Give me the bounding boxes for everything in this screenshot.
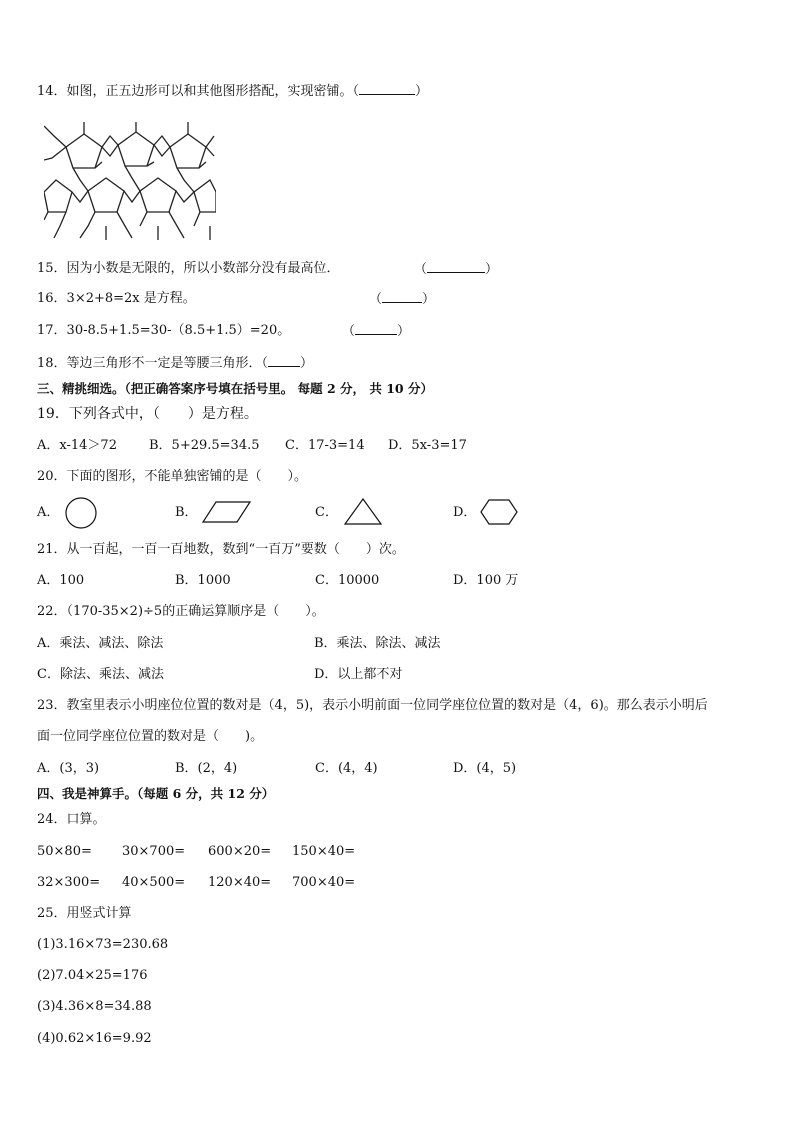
question-18	[37, 354, 313, 373]
q20-option-a-label[interactable]: A．	[37, 505, 60, 520]
question-16	[37, 290, 196, 308]
oral-calc-item: 700×40=	[292, 875, 356, 890]
question-16-text: 16．3×2+8=2x 是方程。	[37, 291, 196, 306]
circle-icon	[64, 496, 98, 530]
close-paren: ）	[415, 84, 429, 99]
oral-calc-item: 150×40=	[292, 844, 356, 859]
vertical-calc-item: (2)7.04×25=176	[37, 968, 148, 983]
vertical-calc-item: (3)4.36×8=34.88	[37, 999, 152, 1014]
vertical-calc-item: (4)0.62×16=9.92	[37, 1031, 152, 1046]
open-paren: （	[369, 292, 383, 307]
question-15-answer	[414, 260, 498, 279]
q21-option-a[interactable]: A．100	[37, 573, 85, 588]
q20-option-b-label[interactable]: B．	[175, 505, 198, 520]
q19-option-d[interactable]: D．5x-3=17	[388, 438, 467, 453]
pentagon-shape	[194, 180, 216, 212]
answer-blank[interactable]	[268, 354, 300, 367]
oral-calc-item: 40×500=	[122, 875, 186, 890]
close-paren: ）	[300, 356, 314, 371]
close-paren: ）	[422, 292, 436, 307]
oral-calc-item: 50×80=	[37, 844, 92, 859]
question-19-text: 19．下列各式中，（ ）是方程。	[37, 406, 258, 422]
q23-option-c[interactable]: C．(4，4)	[315, 761, 378, 776]
oral-calc-item: 600×20=	[208, 844, 272, 859]
question-23-line-2: 面一位同学座位位置的数对是（ )。	[37, 729, 264, 744]
oral-calc-item: 30×700=	[122, 844, 186, 859]
question-14-text: 14．如图，正五边形可以和其他图形搭配，实现密铺。（	[37, 84, 360, 99]
q19-option-c[interactable]: C．17-3=14	[285, 438, 365, 453]
q19-option-a[interactable]: A．x-14＞72	[37, 438, 117, 453]
question-16-answer	[369, 290, 435, 309]
pentagon-tessellation-figure	[44, 122, 216, 240]
pentagon-shape	[44, 180, 72, 212]
hexagon-icon	[480, 499, 518, 525]
q23-option-b[interactable]: B．(2，4)	[175, 761, 238, 776]
q22-option-b[interactable]: B．乘法、除法、减法	[314, 636, 441, 651]
answer-blank[interactable]	[359, 82, 415, 95]
section-3-heading: 三、精挑细选。（把正确答案序号填在括号里。 每题 2 分， 共 10 分）	[37, 381, 433, 396]
question-18-text: 18．等边三角形不一定是等腰三角形．（	[37, 356, 269, 371]
question-21-text: 21．从一百起，一百一百地数，数到“一百万”要数（ ）次。	[37, 542, 405, 557]
question-22-text: 22．（170-35×2)÷5的正确运算顺序是（ ）。	[37, 604, 325, 619]
answer-blank[interactable]	[427, 260, 485, 273]
open-paren: （	[342, 324, 356, 339]
q21-option-d[interactable]: D．100 万	[453, 573, 519, 588]
q23-option-d[interactable]: D．(4，5)	[453, 761, 517, 776]
q22-option-c[interactable]: C．除法、乘法、减法	[37, 667, 164, 682]
pentagon-shape	[88, 178, 124, 212]
oral-calc-item: 120×40=	[208, 875, 272, 890]
q22-option-d[interactable]: D．以上都不对	[314, 667, 403, 682]
pentagon-shape	[140, 178, 176, 212]
pentagon-shape	[118, 132, 154, 166]
q20-option-d-label[interactable]: D．	[453, 505, 477, 520]
open-paren: （	[414, 262, 428, 277]
question-17-text: 17．30-8.5+1.5=30-（8.5+1.5）=20。	[37, 323, 291, 338]
question-25-text: 25．用竖式计算	[37, 906, 132, 921]
q19-option-b[interactable]: B．5+29.5=34.5	[149, 438, 260, 453]
section-4-heading: 四、我是神算手。（每题 6 分，共 12 分）	[37, 786, 275, 801]
pentagon-shape	[66, 134, 102, 168]
question-24-text: 24．口算。	[37, 812, 106, 827]
vertical-calc-item: (1)3.16×73=230.68	[37, 937, 169, 952]
question-23-line-1: 23．教室里表示小明座位位置的数对是（4，5)，表示小明前面一位同学座位位置的数对是（4，6)。那么表示小明后	[37, 698, 708, 713]
oral-calc-item: 32×300=	[37, 875, 101, 890]
question-14	[37, 82, 428, 101]
triangle-icon	[343, 498, 383, 526]
pentagon-shape	[170, 134, 206, 168]
q22-option-a[interactable]: A．乘法、减法、除法	[37, 636, 164, 651]
parallelogram-icon	[202, 501, 252, 523]
question-15-text: 15．因为小数是无限的，所以小数部分没有最高位．	[37, 261, 340, 276]
question-15	[37, 260, 340, 278]
answer-blank[interactable]	[382, 290, 422, 303]
q20-option-c-label[interactable]: C．	[315, 505, 338, 520]
close-paren: ）	[397, 324, 411, 339]
question-17-answer	[342, 322, 410, 341]
q21-option-b[interactable]: B．1000	[175, 573, 231, 588]
q23-option-a[interactable]: A．(3，3)	[37, 761, 100, 776]
answer-blank[interactable]	[355, 322, 397, 335]
q21-option-c[interactable]: C．10000	[315, 573, 380, 588]
question-20-text: 20．下面的图形，不能单独密铺的是（ ）。	[37, 469, 308, 484]
question-17	[37, 322, 290, 340]
close-paren: ）	[485, 262, 499, 277]
tessellation-lines	[44, 122, 216, 240]
